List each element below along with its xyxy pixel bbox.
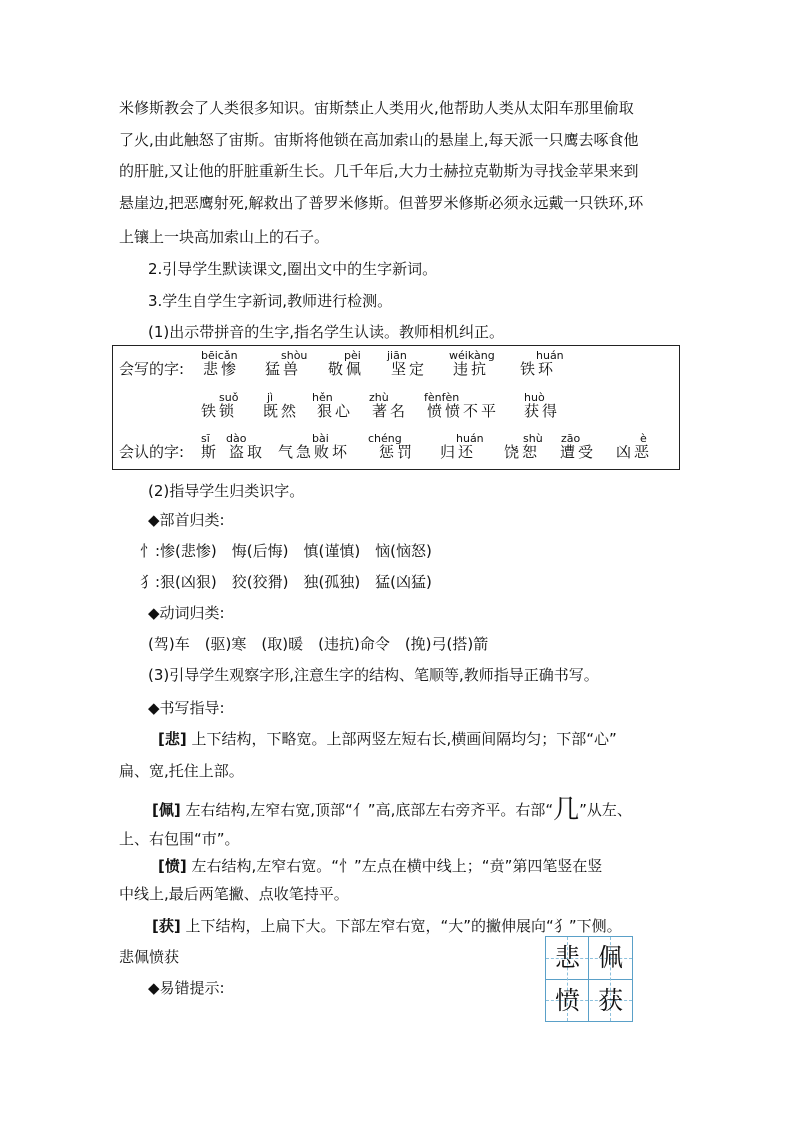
vocab-word: 饶恕 xyxy=(504,443,541,461)
writing-grid xyxy=(545,936,633,1022)
radical-line-1: 忄:惨(悲惨) 悔(后悔) 慎(谨慎) 恼(恼怒) xyxy=(140,542,432,560)
guide-pei-line-2: 上、右包围“巿”。 xyxy=(119,830,240,848)
vocab-word: 既然 xyxy=(263,402,300,420)
guide-text: 上下结构，上扁下大。下部左窄右宽，“大”的撇伸展向“犭”下侧。 xyxy=(185,917,622,935)
step-2: 2.引导学生默读课文,圈出文中的生字新词。 xyxy=(148,260,438,278)
verb-heading: ◆动词归类: xyxy=(148,604,225,622)
intro-line-1: 米修斯教会了人类很多知识。宙斯禁止人类用火,他帮助人类从太阳车那里偷取 xyxy=(119,99,634,117)
vocab-word: 违抗 xyxy=(453,360,490,378)
vocab-word: 敬佩 xyxy=(328,360,365,378)
vocab-word: 悲惨 xyxy=(203,360,240,378)
guide-text: 上下结构，下略宽。上部两竖左短右长,横画间隔均匀；下部“心” xyxy=(191,730,617,748)
read-label: 会认的字: xyxy=(119,443,185,461)
vocab-word: 遭受 xyxy=(560,443,597,461)
guide-text: 左右结构,左窄右宽,顶部“亻”高,底部左右旁齐平。右部“ xyxy=(185,801,554,819)
pinyin: è xyxy=(640,432,647,445)
vocab-box xyxy=(112,345,680,470)
pinyin: huán xyxy=(536,349,564,362)
pinyin: zhù xyxy=(369,391,389,404)
write-label: 会写的字: xyxy=(119,360,185,378)
pinyin: pèi xyxy=(344,349,361,362)
pinyin: dào xyxy=(226,432,247,445)
guide-bei-line-2: 扁、宽,托住上部。 xyxy=(119,762,244,780)
vocab-word: 愤愤不平 xyxy=(427,402,500,420)
pinyin: bài xyxy=(312,432,329,445)
vocab-word: 气急败坏 xyxy=(278,443,351,461)
intro-line-3: 的肝脏,又让他的肝脏重新生长。几千年后,大力士赫拉克勒斯为寻找金苹果来到 xyxy=(119,162,639,180)
pinyin: sī xyxy=(201,432,210,445)
pinyin: jì xyxy=(267,391,274,404)
step-3: 3.学生自学生字新词,教师进行检测。 xyxy=(148,292,393,310)
guide-huo-line-2: 悲佩愤获 xyxy=(119,948,180,966)
component-glyph: 几 xyxy=(553,795,580,825)
guide-key: [愤] xyxy=(158,857,187,875)
pinyin: hěn xyxy=(312,391,333,404)
intro-line-5: 上镶上一块高加索山上的石子。 xyxy=(119,228,330,246)
grid-char: 愤 xyxy=(554,986,580,1015)
pinyin: bēicǎn xyxy=(201,349,238,362)
vocab-word: 惩罚 xyxy=(379,443,416,461)
vocab-word: 凶恶 xyxy=(616,443,653,461)
pinyin: shòu xyxy=(281,349,308,362)
vocab-word: 获得 xyxy=(524,402,561,420)
intro-line-4: 悬崖边,把恶鹰射死,解救出了普罗米修斯。但普罗米修斯必须永远戴一只铁环,环 xyxy=(119,194,644,212)
step-3-3: (3)引导学生观察字形,注意生字的结构、笔顺等,教师指导正确书写。 xyxy=(148,666,599,684)
guide-huo-line-1 xyxy=(152,916,622,936)
writing-heading: ◆书写指导: xyxy=(148,699,225,717)
vocab-word: 盗取 xyxy=(229,443,266,461)
pinyin: shù xyxy=(523,432,543,445)
guide-key: [获] xyxy=(152,917,181,935)
grid-char: 佩 xyxy=(597,943,623,972)
guide-bei-line-1 xyxy=(158,729,617,749)
guide-fen-line-2: 中线上,最后两笔撇、点收笔持平。 xyxy=(119,885,349,903)
radical-line-2: 犭:狠(凶狠) 狡(狡猾) 独(孤独) 猛(凶猛) xyxy=(140,573,432,591)
pinyin: chéng xyxy=(368,432,402,445)
guide-key: [佩] xyxy=(152,801,181,819)
guide-text: ”从左、 xyxy=(579,801,632,819)
grid-char: 悲 xyxy=(554,943,580,972)
step-3-1: (1)出示带拼音的生字,指名学生认读。教师相机纠正。 xyxy=(148,323,505,341)
vocab-word: 归还 xyxy=(440,443,477,461)
vocab-word: 坚定 xyxy=(391,360,428,378)
step-3-2: (2)指导学生归类识字。 xyxy=(148,482,305,500)
pinyin: jiān xyxy=(387,349,407,362)
pinyin: suǒ xyxy=(219,391,239,404)
error-heading: ◆易错提示: xyxy=(148,979,225,997)
vocab-word: 斯 xyxy=(201,443,220,461)
guide-pei-line-1 xyxy=(152,795,632,825)
vocab-word: 著名 xyxy=(372,402,409,420)
pinyin: zāo xyxy=(561,432,581,445)
guide-fen-line-1 xyxy=(158,856,602,876)
radical-heading: ◆部首归类: xyxy=(148,511,225,529)
intro-line-2: 了火,由此触怒了宙斯。宙斯将他锁在高加索山的悬崖上,每天派一只鹰去啄食他 xyxy=(119,131,639,149)
pinyin: huò xyxy=(524,391,545,404)
pinyin: fènfèn xyxy=(424,391,460,404)
pinyin: wéikàng xyxy=(449,349,495,362)
grid-char: 获 xyxy=(597,986,623,1015)
vocab-word: 狠心 xyxy=(317,402,354,420)
guide-text: 左右结构,左窄右宽。“忄”左点在横中线上；“贲”第四笔竖在竖 xyxy=(191,857,603,875)
vocab-word: 铁锁 xyxy=(201,402,238,420)
guide-key: [悲] xyxy=(158,730,187,748)
verb-line-1: (驾)车 (驱)寒 (取)暖 (违抗)命令 (挽)弓(搭)箭 xyxy=(148,635,489,653)
vocab-word: 猛兽 xyxy=(265,360,302,378)
pinyin: huán xyxy=(456,432,484,445)
vocab-word: 铁环 xyxy=(520,360,557,378)
